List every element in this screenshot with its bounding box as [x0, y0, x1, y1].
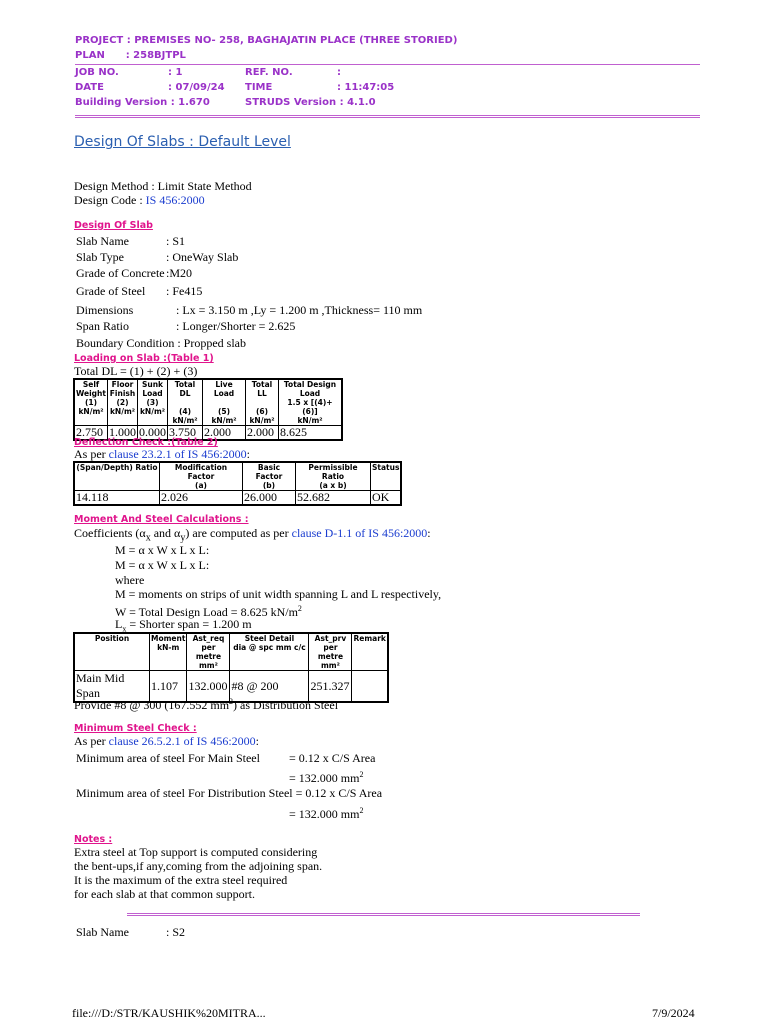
table-cell: 8.625 [279, 426, 343, 441]
distribution-text-b: ) as Distribution Steel [233, 698, 339, 712]
page-title: Design Of Slabs : Default Level [74, 134, 291, 150]
lx-symbol: L [115, 617, 123, 631]
table-header-cell: Ast_prv per metre mm² [309, 633, 352, 671]
table-header-cell: Total Design Load 1.5 x [(4)+(6)] kN/m² [279, 379, 343, 426]
grade-concrete-value: :M20 [166, 266, 193, 280]
lx-subscript: x [122, 624, 127, 634]
table-cell: 2.750 [74, 426, 108, 441]
job-value: : 1 [168, 67, 183, 78]
coeff-text-b: and α [150, 526, 181, 540]
min-main-val-text: = 132.000 mm [289, 771, 360, 785]
date-label: DATE [75, 82, 104, 93]
table-header-cell: Floor Finish (2) kN/m² [108, 379, 138, 426]
my-equation: M = α x W x L x L: [115, 558, 210, 572]
deflection-clause-line [74, 446, 250, 462]
span-ratio-label: Span Ratio [76, 319, 129, 333]
min-steel-heading: Minimum Steel Check : [74, 723, 197, 734]
plan-line: PLAN : 258BJTPL [75, 50, 186, 61]
table-header-cell: Total DL (4) kN/m² [168, 379, 203, 426]
min-steel-suffix: : [255, 734, 259, 748]
mx-equation: M = α x W x L x L: [115, 543, 210, 557]
table-header-cell: Modification Factor (a) [160, 462, 243, 491]
design-method: Design Method : Limit State Method [74, 179, 252, 193]
table-header-cell: Status [371, 462, 402, 491]
deflection-heading: Deflection Check :(Table 2) [74, 437, 218, 448]
table-row [74, 379, 342, 426]
job-label: JOB NO. [75, 67, 119, 78]
w-superscript: 2 [297, 604, 302, 613]
loading-table [73, 378, 343, 441]
loading-formula: Total DL = (1) + (2) + (3) [74, 364, 198, 378]
table-header-cell: Moment kN-m [150, 633, 187, 671]
ref-label: REF. NO. [245, 67, 293, 78]
table-cell: 0.000 [139, 425, 166, 439]
moment-heading: Moment And Steel Calculations : [74, 514, 249, 525]
design-code-prefix: Design Code : [74, 193, 146, 207]
design-code [74, 192, 205, 208]
slab-name-value: : S1 [166, 234, 186, 248]
coeff-text-a: Coefficients (α [74, 526, 146, 540]
table-header-cell: Remark [352, 633, 388, 671]
notes-heading: Notes : [74, 834, 113, 845]
moment-table [73, 632, 389, 703]
header-bottom-rule [75, 115, 700, 118]
min-dist-val-text: = 132.000 mm [289, 807, 360, 821]
coeff-text-c: ) are computed as per [185, 526, 292, 540]
grade-steel-label: Grade of Steel [76, 284, 146, 298]
min-dist-label: Minimum area of steel For Distribution Steel = 0.12 x C/S Area [76, 786, 383, 800]
note-line: for each slab at that common support. [74, 887, 255, 901]
note-line: the bent-ups,if any,coming from the adjoining span. [74, 859, 323, 873]
deflection-table [73, 461, 402, 506]
min-main-label: Minimum area of steel For Main Steel [76, 751, 260, 765]
table-header-cell: Position [74, 633, 150, 671]
grade-steel-value: : Fe415 [166, 284, 203, 298]
project-line: PROJECT : PREMISES NO- 258, BAGHAJATIN PLACE (THREE STORIED) [75, 35, 458, 46]
slab-name-label: Slab Name [76, 234, 129, 248]
deflection-clause-link[interactable]: clause 23.2.1 of IS 456:2000 [108, 447, 247, 461]
table-header-cell: Steel Detail dia @ spc mm c/c [230, 633, 309, 671]
distribution-steel [74, 694, 338, 713]
min-dist-val [289, 803, 363, 822]
min-main-sup: 2 [359, 770, 364, 779]
table-cell: 26.000 [243, 491, 296, 506]
moments-text: = moments on strips of unit width spanning L [125, 587, 348, 601]
table-cell: 1.107 [150, 671, 187, 703]
w-text: W = Total Design Load = 8.625 kN/m [115, 605, 298, 619]
table-cell: 2.000 [246, 426, 279, 441]
subscript-y: y [180, 532, 186, 544]
moments-and: and L [347, 587, 378, 601]
where-text: where [115, 573, 145, 587]
date-value: : 07/09/24 [168, 82, 225, 93]
slab-type-label: Slab Type [76, 250, 124, 264]
slab-type-value: : OneWay Slab [166, 250, 239, 264]
table-cell: 14.118 [74, 491, 160, 506]
moment-clause-link[interactable]: clause D-1.1 of IS 456:2000 [291, 526, 428, 540]
loading-heading: Loading on Slab :(Table 1) [74, 353, 214, 364]
deflection-suffix: : [246, 447, 250, 461]
moments-definition [115, 586, 441, 602]
subscript-x: x [145, 532, 151, 544]
table-header-cell: Live Load (5) kN/m² [203, 379, 246, 426]
note-line: Extra steel at Top support is computed considering [74, 845, 318, 859]
table-header-cell: Permissible Ratio (a x b) [296, 462, 371, 491]
note-line: It is the maximum of the extra steel required [74, 873, 288, 887]
table-header-cell: (Span/Depth) Ratio [74, 462, 160, 491]
table-header-cell: Self Weight (1) kN/m² [74, 379, 108, 426]
table-cell [352, 671, 388, 703]
table-row [74, 462, 401, 491]
mx-symbol: M [115, 587, 126, 601]
grade-concrete-label: Grade of Concrete [76, 266, 165, 280]
table-cell: 52.682 [296, 491, 371, 506]
table-header-cell: Ast_req per metre mm² [187, 633, 230, 671]
slab-divider [127, 913, 640, 916]
moment-suffix: : [427, 526, 431, 540]
dimensions-label: Dimensions [76, 303, 134, 317]
next-slab-label: Slab Name [76, 925, 129, 939]
dimensions-value: : Lx = 3.150 m ,Ly = 1.200 m ,Thickness= 110 mm [176, 303, 423, 317]
table-cell: Main Mid Span [74, 671, 150, 703]
table-cell: 2.026 [160, 491, 243, 506]
building-version: Building Version : 1.670 [75, 97, 210, 108]
min-dist-sup: 2 [359, 806, 364, 815]
min-main-val [289, 767, 363, 786]
boundary-condition: Boundary Condition : Propped slab [76, 336, 246, 350]
footer-date: 7/9/2024 [652, 1006, 695, 1020]
span-ratio-value: : Longer/Shorter = 2.625 [176, 319, 296, 333]
table-row [74, 633, 388, 671]
table-row [74, 491, 401, 506]
table-cell: 3.750 [168, 426, 203, 441]
table-cell: 132.000 [187, 671, 230, 703]
table-cell: #8 @ 200 [230, 671, 309, 703]
min-main-eq: = 0.12 x C/S Area [289, 751, 376, 765]
time-label: TIME [245, 82, 273, 93]
table-header-cell: Basic Factor (b) [243, 462, 296, 491]
distribution-text-a: Provide #8 @ 300 (167.552 mm [74, 698, 230, 712]
time-value: : 11:47:05 [337, 82, 395, 93]
design-code-link[interactable]: IS 456:2000 [145, 193, 205, 207]
lx-text: = Shorter span = 1.200 m [126, 617, 252, 631]
next-slab-value: : S2 [166, 925, 186, 939]
design-of-slab-heading: Design Of Slab [74, 220, 153, 231]
table-cell: 1.000 [109, 425, 136, 439]
deflection-prefix: As per [74, 447, 109, 461]
min-steel-clause-line [74, 733, 259, 749]
struds-version: STRUDS Version : 4.1.0 [245, 97, 376, 108]
status-cell: OK [371, 491, 402, 506]
footer-path: file:///D:/STR/KAUSHIK%20MITRA... [72, 1006, 266, 1020]
table-header-cell: Sunk Load (3) kN/m² [138, 379, 168, 426]
min-steel-clause-link[interactable]: clause 26.5.2.1 of IS 456:2000 [108, 734, 256, 748]
distribution-sup: 2 [229, 697, 234, 706]
moments-end: respectively, [377, 587, 442, 601]
table-cell: 251.327 [309, 671, 352, 703]
min-steel-prefix: As per [74, 734, 109, 748]
ref-value: : [337, 67, 341, 78]
table-header-cell: Total LL (6) kN/m² [246, 379, 279, 426]
table-cell: 2.000 [203, 426, 246, 441]
